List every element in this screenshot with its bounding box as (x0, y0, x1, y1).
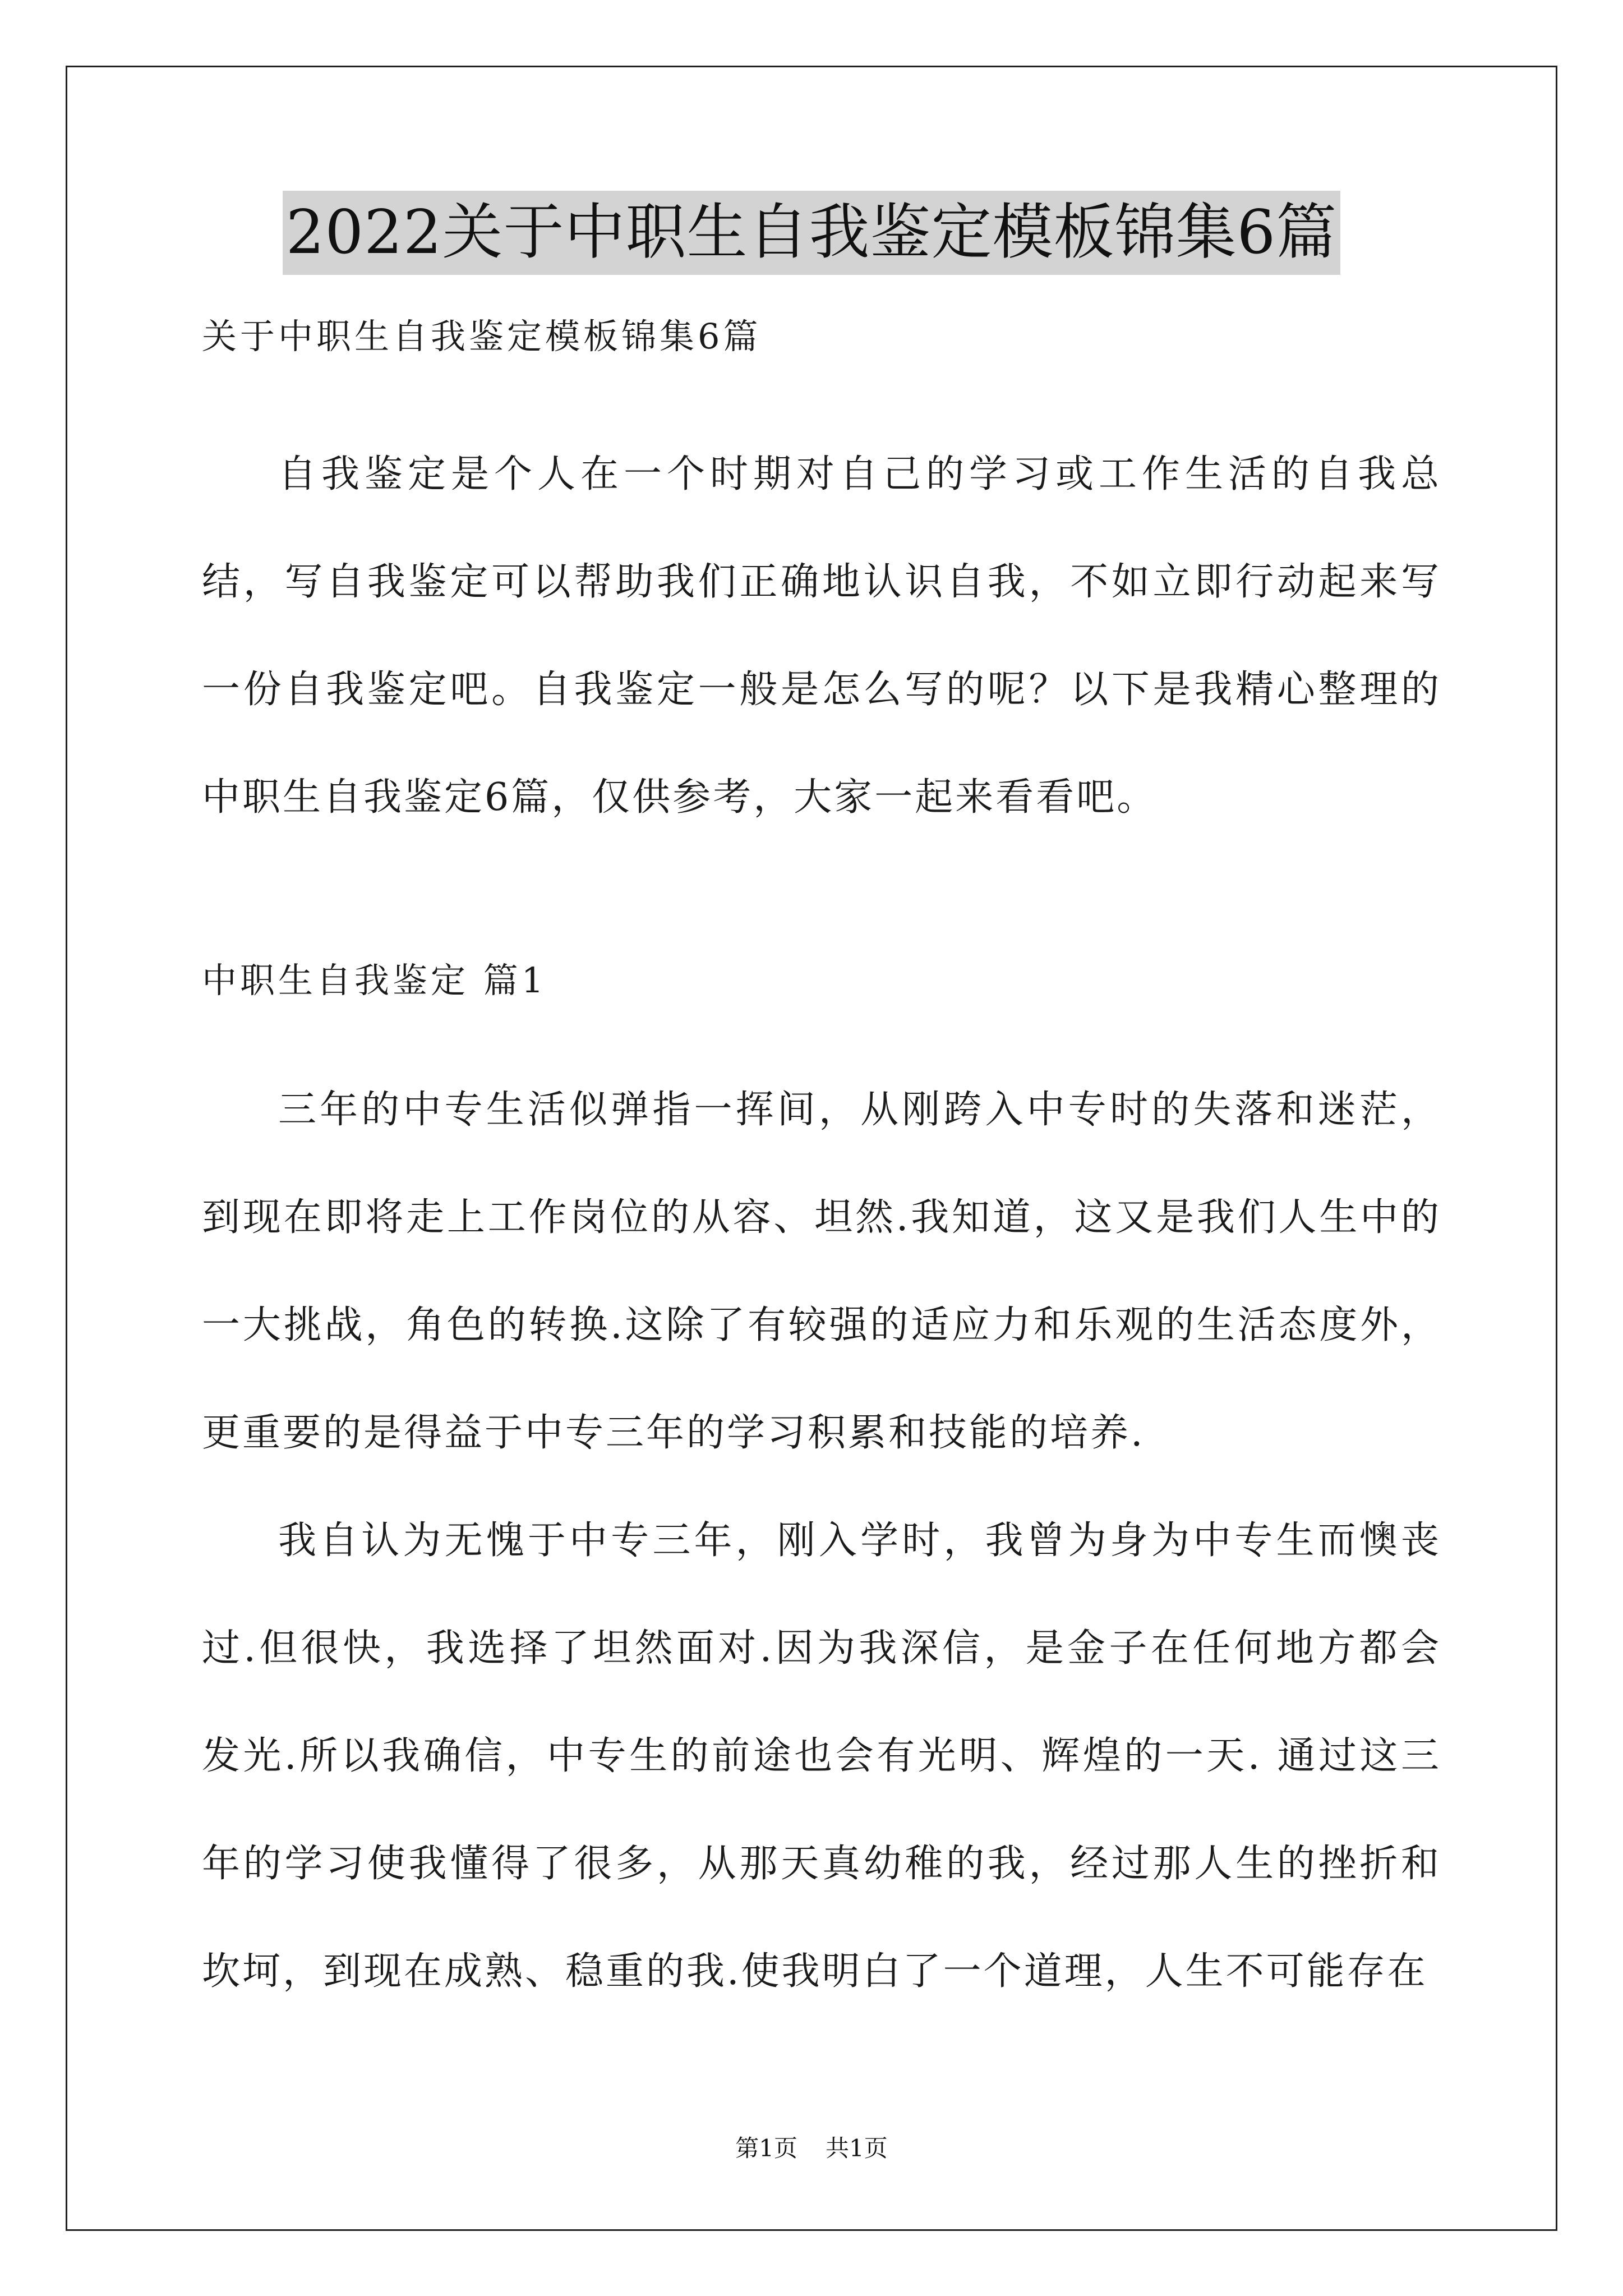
body-paragraph: 三年的中专生活似弹指一挥间，从刚跨入中专时的失落和迷茫，到现在即将走上工作岗位的从容、坦然.我知道，这又是我们人生中的一大挑战，角色的转换.这除了有较强的适应力和乐观的生活态度外，更重要的是得益于中专三年的学习积累和技能的培养. (202, 1088, 1441, 1455)
body-paragraph: 我自认为无愧于中专三年，刚入学时，我曾为身为中专生而懊丧过.但很快，我选择了坦然面对.因为我深信，是金子在任何地方都会发光.所以我确信，中专生的前途也会有光明、辉煌的一天. 通过这三年的学习使我懂得了很多，从那天真幼稚的我，经过那人生的挫折和坎坷，到现在成熟、稳重的我.使我明白了一个道理，人生不可能存在 (202, 1519, 1441, 1994)
section-heading: 中职生自我鉴定 篇1 (202, 960, 547, 1001)
intro-paragraph: 自我鉴定是个人在一个时期对自己的学习或工作生活的自我总结，写自我鉴定可以帮助我们正确地认识自我，不如立即行动起来写一份自我鉴定吧。自我鉴定一般是怎么写的呢？以下是我精心整理的中职生自我鉴定6篇，仅供参考，大家一起来看看吧。 (202, 452, 1441, 820)
document-title: 2022关于中职生自我鉴定模板锦集6篇 (283, 191, 1341, 275)
page-footer (0, 2132, 1623, 2165)
document-body (202, 314, 1441, 2026)
title-container (0, 191, 1623, 275)
document-subtitle: 关于中职生自我鉴定模板锦集6篇 (202, 316, 762, 357)
page-number: 第1页 (735, 2134, 797, 2162)
page-total: 共1页 (826, 2134, 888, 2162)
